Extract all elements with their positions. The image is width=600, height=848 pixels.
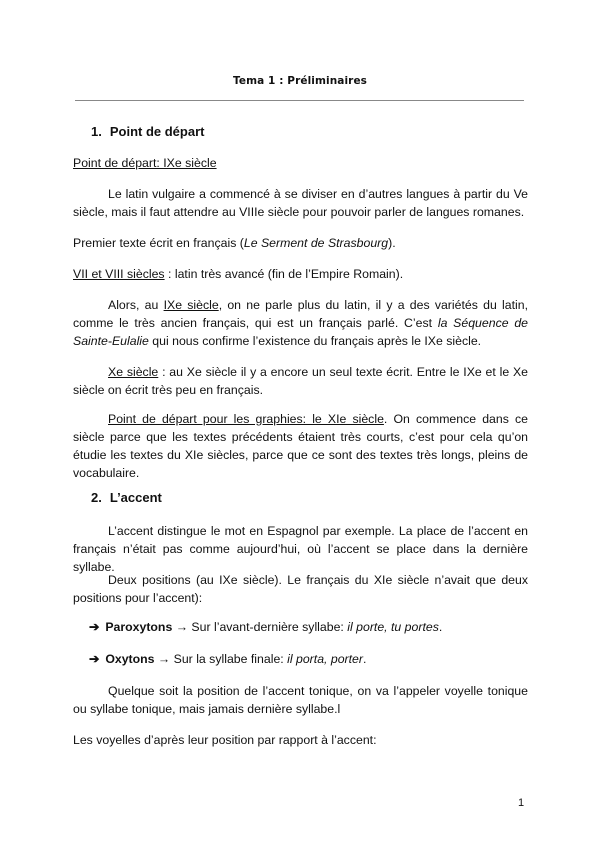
p4-u: IXe siècle (163, 298, 219, 312)
paragraph-ixe-siecle (73, 296, 528, 350)
p3-label: VII et VIII siècles (73, 267, 165, 281)
section-1-number: 1. (91, 124, 102, 139)
bullet-term: Paroxytons (105, 620, 173, 634)
p6-text: . On commence dans ce siècle parce que les textes précédents étaient très courts, c’est pour cela qu’on étudie les textes du XIe siècles, parce que ce sont des textes très longs, pleins de vocabulaire. (73, 412, 528, 480)
document-header: Tema 1 : Préliminaires (232, 75, 368, 87)
p4-i: la Séquence de Sainte-Eulalie (73, 316, 529, 348)
p5-text: : au Xe siècle il y a encore un seul texte écrit. Entre le IXe et le Xe siècle on écrit très peu en français. (73, 365, 528, 397)
p2-title: Le Serment de Strasbourg (243, 236, 389, 250)
section-1-subtitle (73, 154, 528, 172)
bullet-example: il porte, tu portes (347, 620, 439, 634)
section-1-heading (91, 124, 204, 139)
arrow-icon: ➔ (89, 620, 100, 634)
paragraph-les-voyelles: Les voyelles d’après leur position par rapport à l’accent: (73, 733, 377, 747)
bullet-paroxytons (89, 618, 529, 636)
p6-label: Point de départ pour les graphies: le XIe siècle (108, 412, 384, 426)
paragraph-xe-siecle (73, 363, 528, 399)
bullet-term: Oxytons (105, 652, 155, 666)
p4-a: Alors, au (108, 298, 164, 312)
paragraph-vii-viii (73, 265, 528, 283)
paragraph-accent-distingue: L’accent distingue le mot en Espagnol par exemple. La place de l’accent en français n’était pas comme aujourd’hui, où l’accent se place dans la dernière syllabe. (73, 524, 528, 574)
p5-label: Xe siècle (108, 365, 159, 379)
paragraph-quelque-soit: Quelque soit la position de l’accent tonique, on va l’appeler voyelle tonique ou syllabe tonique, mais jamais dernière syllabe.l (73, 684, 528, 716)
paragraph-latin-vulgaire: Le latin vulgaire a commencé à se diviser en d’autres langues à partir du Ve siècle, mais il faut attendre au VIIIe siècle pour pouvoir parler de langues romanes. (73, 187, 528, 219)
paragraph-graphies (73, 410, 528, 482)
section-2-heading (91, 490, 162, 505)
paragraph-premier-texte (73, 234, 528, 252)
paragraph-deux-positions: Deux positions (au IXe siècle). Le français du XIe siècle n’avait que deux positions pour l’accent): (73, 573, 528, 605)
p4-c: qui nous confirme l’existence du français après le IXe siècle. (148, 334, 482, 348)
p4-b: , on ne parle plus du latin, il y a des variétés du latin, comme le très ancien français, qui est un français parlé. C’est (73, 298, 528, 330)
bullet-end: . (363, 652, 367, 666)
bullet-text: → Sur l’avant-dernière syllabe: (172, 620, 348, 634)
p3-text: : latin très avancé (fin de l’Empire Romain). (164, 267, 404, 281)
arrow-icon: ➔ (89, 652, 100, 666)
bullet-end: . (438, 620, 443, 634)
p2-after: ). (388, 236, 396, 250)
header-rule (75, 100, 524, 101)
bullet-oxytons (89, 650, 529, 668)
section-1-title: Point de départ (109, 124, 205, 139)
p2-before: Premier texte écrit en français ( (73, 236, 244, 250)
page-number: 1 (518, 797, 525, 809)
bullet-text: → Sur la syllabe finale: (154, 652, 288, 666)
subtitle-text: Point de départ: IXe siècle (73, 156, 217, 170)
section-2-number: 2. (91, 490, 102, 505)
bullet-example: il porta, porter (287, 652, 363, 666)
section-2-title: L’accent (109, 490, 162, 505)
